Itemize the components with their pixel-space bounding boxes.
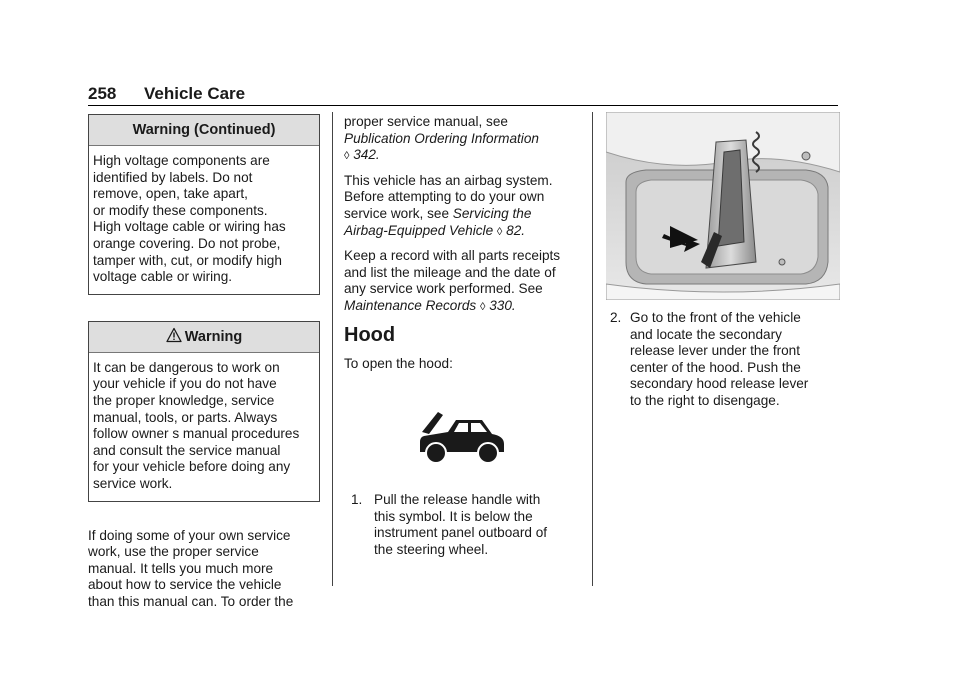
servicing-airbag-link-part1[interactable]: Servicing the [452,205,532,221]
step-number: 1. [351,492,363,508]
hood-release-lever-illustration [606,112,840,300]
maintenance-records-link[interactable]: Maintenance Records [344,297,477,313]
text-line: this symbol. It is below the [374,508,533,524]
hood-heading: Hood [344,323,396,346]
warning-title-row [89,322,319,353]
page-header [88,84,838,104]
airbag-paragraph [344,173,580,240]
text-line: tamper with, cut, or modify high [93,252,282,268]
step-2 [606,310,840,410]
text-line: Before attempting to do your own [344,189,545,205]
text-line: manual. It tells you much more [88,560,274,576]
text-line: the proper knowledge, service [93,392,275,408]
publication-paragraph [344,114,580,165]
text-line: service work. [93,475,173,491]
page-number: 258 [88,84,117,103]
text-line: your vehicle if you do not have [93,376,277,392]
text-line: voltage cable or wiring. [93,269,233,285]
warning-continued-body [89,146,319,294]
text-line: work, use the proper service [88,544,259,560]
column-divider [332,112,333,586]
text-line: Go to the front of the vehicle [630,310,801,325]
text-line: If doing some of your own service [88,527,291,543]
page-ref-330[interactable]: ◊ 330. [480,297,516,313]
text-line: release lever under the front [630,343,801,359]
text-line: center of the hood. Push the [630,359,801,375]
page-ref-number: 330 [489,297,512,313]
warning-continued-box [88,114,320,295]
page-reference-arrow-icon: ◊ [496,225,503,238]
text-fragment: service work, see [344,205,453,221]
step-list [344,492,580,558]
text-line: than this manual can. To order the [88,593,294,609]
header-rule [88,105,838,106]
text-line: and list the mileage and the date of [344,264,556,280]
text-line: the steering wheel. [374,541,489,557]
servicing-airbag-link-part2[interactable]: Airbag-Equipped Vehicle [344,222,494,238]
warning-triangle-icon [166,327,182,343]
warning-body [89,353,319,501]
secondary-release-lever-image [606,112,840,300]
column-2 [344,114,580,559]
step-list [606,310,840,410]
page-reference-arrow-icon: ◊ [480,300,486,313]
column-1 [88,114,320,618]
hood-release-car-icon [416,408,508,466]
text-line: identified by labels. Do not [93,169,253,185]
text-line: Keep a record with all parts receipts [344,248,561,264]
text-line: any service work performed. See [344,281,543,297]
page-ref-number: 82 [506,222,522,238]
text-line: secondary hood release lever [630,376,809,392]
text-line: about how to service the vehicle [88,577,282,593]
page-ref-82[interactable]: ◊ 82. [496,222,526,238]
text-line: manual, tools, or parts. Always [93,409,278,425]
text-line: follow owner s manual procedures [93,426,300,442]
section-title: Vehicle Care [144,84,246,103]
text-line: instrument panel outboard of [374,525,548,541]
text-line: to the right to disengage. [630,392,780,408]
column-divider [592,112,593,586]
text-line: orange covering. Do not probe, [93,235,281,251]
hood-icon-container [344,408,580,466]
text-line: proper service manual, see [344,114,508,129]
service-manual-paragraph [88,528,320,611]
records-paragraph [344,248,580,315]
text-line: and locate the secondary [630,326,782,342]
text-line: High voltage cable or wiring has [93,219,286,235]
page-reference-arrow-icon: ◊ [344,150,350,163]
hood-intro: To open the hood: [344,355,453,371]
warning-continued-title: Warning (Continued) [89,115,319,146]
text-line: remove, open, take apart, [93,186,248,202]
text-line: Pull the release handle with [374,492,541,508]
text-line: This vehicle has an airbag system. [344,172,553,188]
text-line: High voltage components are [93,153,270,168]
page-ref-342[interactable]: ◊ 342. [344,147,380,163]
text-line: and consult the service manual [93,442,281,458]
warning-box [88,321,320,502]
text-line: or modify these components. [93,202,268,218]
page-ref-number: 342 [353,147,376,163]
step-1 [344,492,580,558]
text-line: It can be dangerous to work on [93,359,280,375]
warning-title: Warning [184,328,243,345]
text-line: for your vehicle before doing any [93,459,291,475]
publication-ordering-link[interactable]: Publication Ordering Information [344,130,539,146]
column-3 [606,112,840,410]
step-number: 2. [610,310,622,325]
